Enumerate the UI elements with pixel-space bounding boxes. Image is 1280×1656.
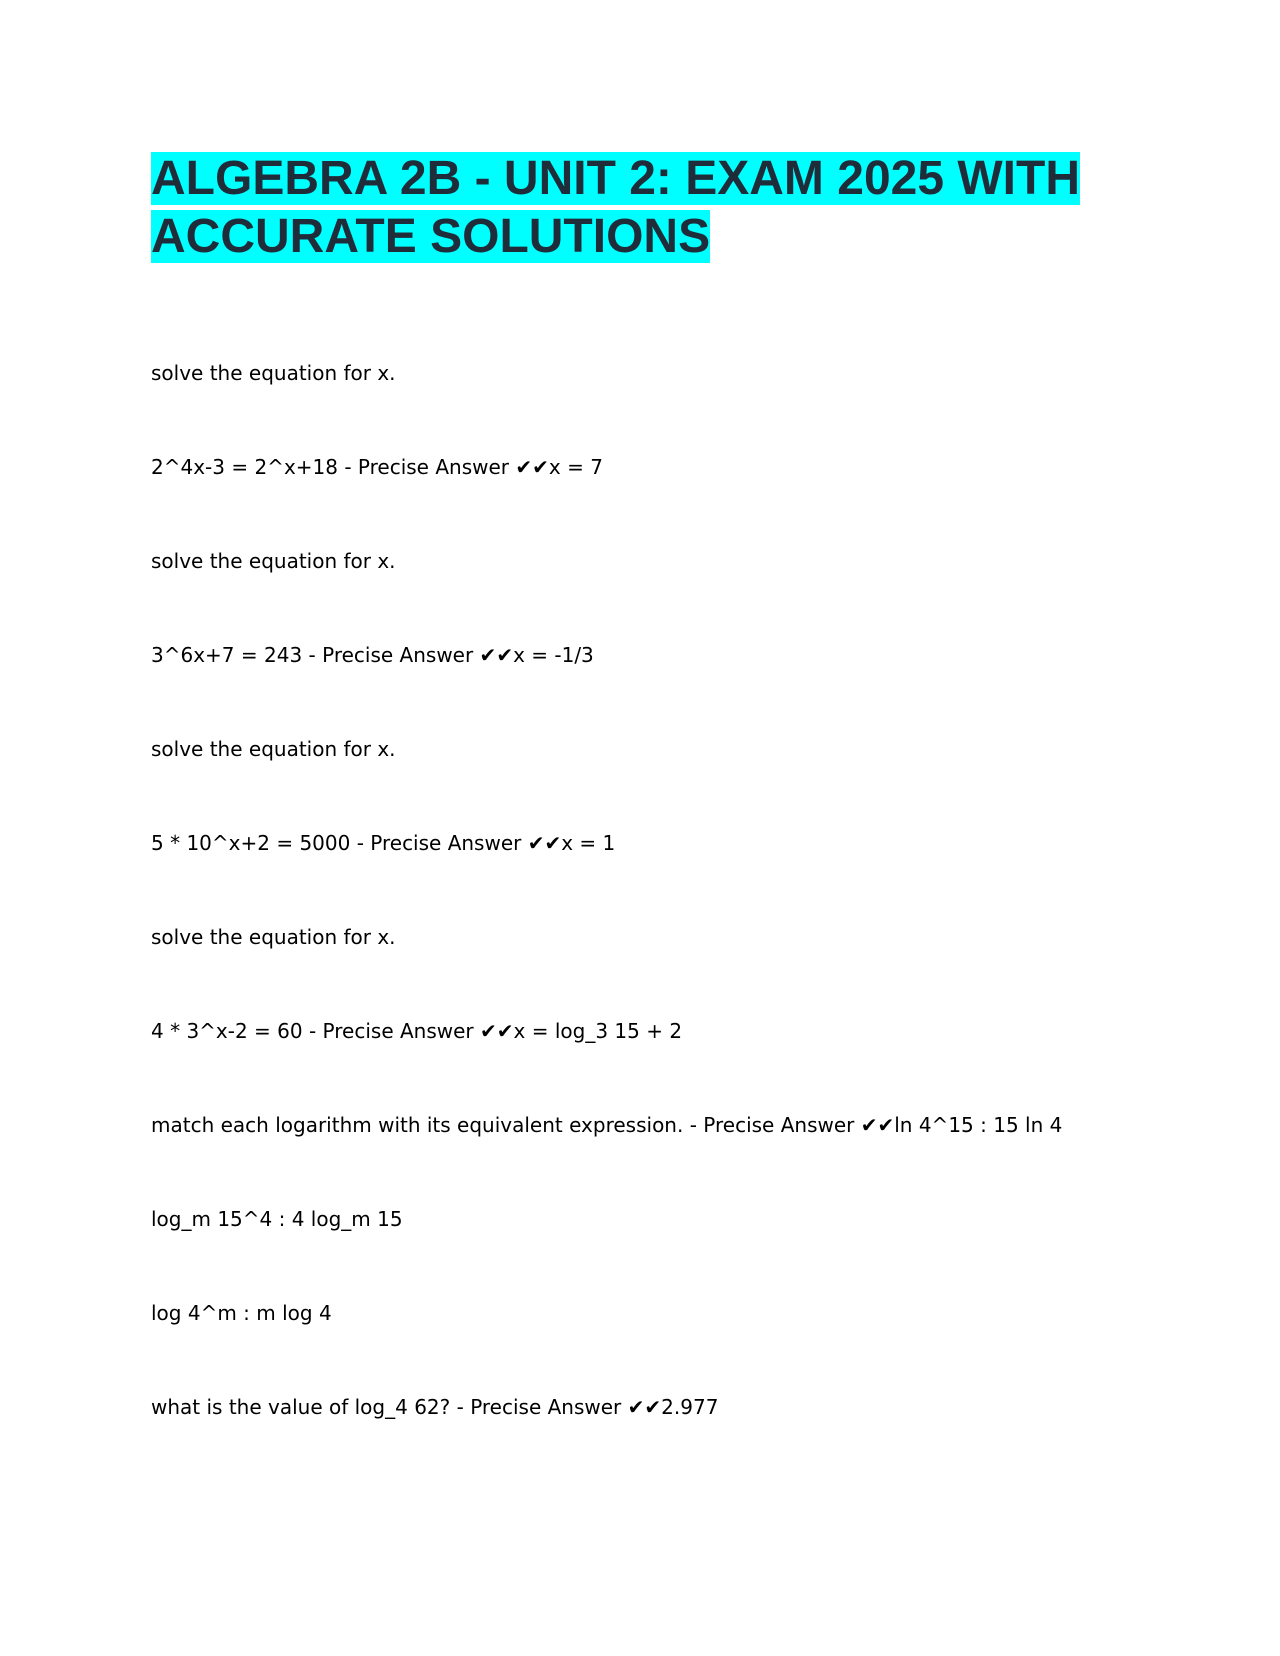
question-prompt: solve the equation for x. bbox=[151, 925, 396, 949]
title-line-2: ACCURATE SOLUTIONS bbox=[151, 210, 711, 263]
question-prompt: solve the equation for x. bbox=[151, 737, 396, 761]
question-prompt: solve the equation for x. bbox=[151, 549, 396, 573]
answer-continuation: log 4^m : m log 4 bbox=[151, 1301, 332, 1325]
title-line-1: ALGEBRA 2B - UNIT 2: EXAM 2025 WITH bbox=[151, 152, 1080, 205]
question-answer: 4 * 3^x-2 = 60 - Precise Answer ✔✔x = log_3 15 + 2 bbox=[151, 1019, 683, 1043]
question-answer: what is the value of log_4 62? - Precise Answer ✔✔2.977 bbox=[151, 1395, 719, 1419]
question-answer: 2^4x-3 = 2^x+18 - Precise Answer ✔✔x = 7 bbox=[151, 455, 603, 479]
question-answer: 3^6x+7 = 243 - Precise Answer ✔✔x = -1/3 bbox=[151, 643, 594, 667]
question-prompt: solve the equation for x. bbox=[151, 361, 396, 385]
question-answer: 5 * 10^x+2 = 5000 - Precise Answer ✔✔x = 1 bbox=[151, 831, 616, 855]
answer-continuation: log_m 15^4 : 4 log_m 15 bbox=[151, 1207, 403, 1231]
question-answer: match each logarithm with its equivalent expression. - Precise Answer ✔✔ln 4^15 : 15 ln 4 bbox=[151, 1113, 1063, 1137]
document-title bbox=[151, 150, 1151, 266]
